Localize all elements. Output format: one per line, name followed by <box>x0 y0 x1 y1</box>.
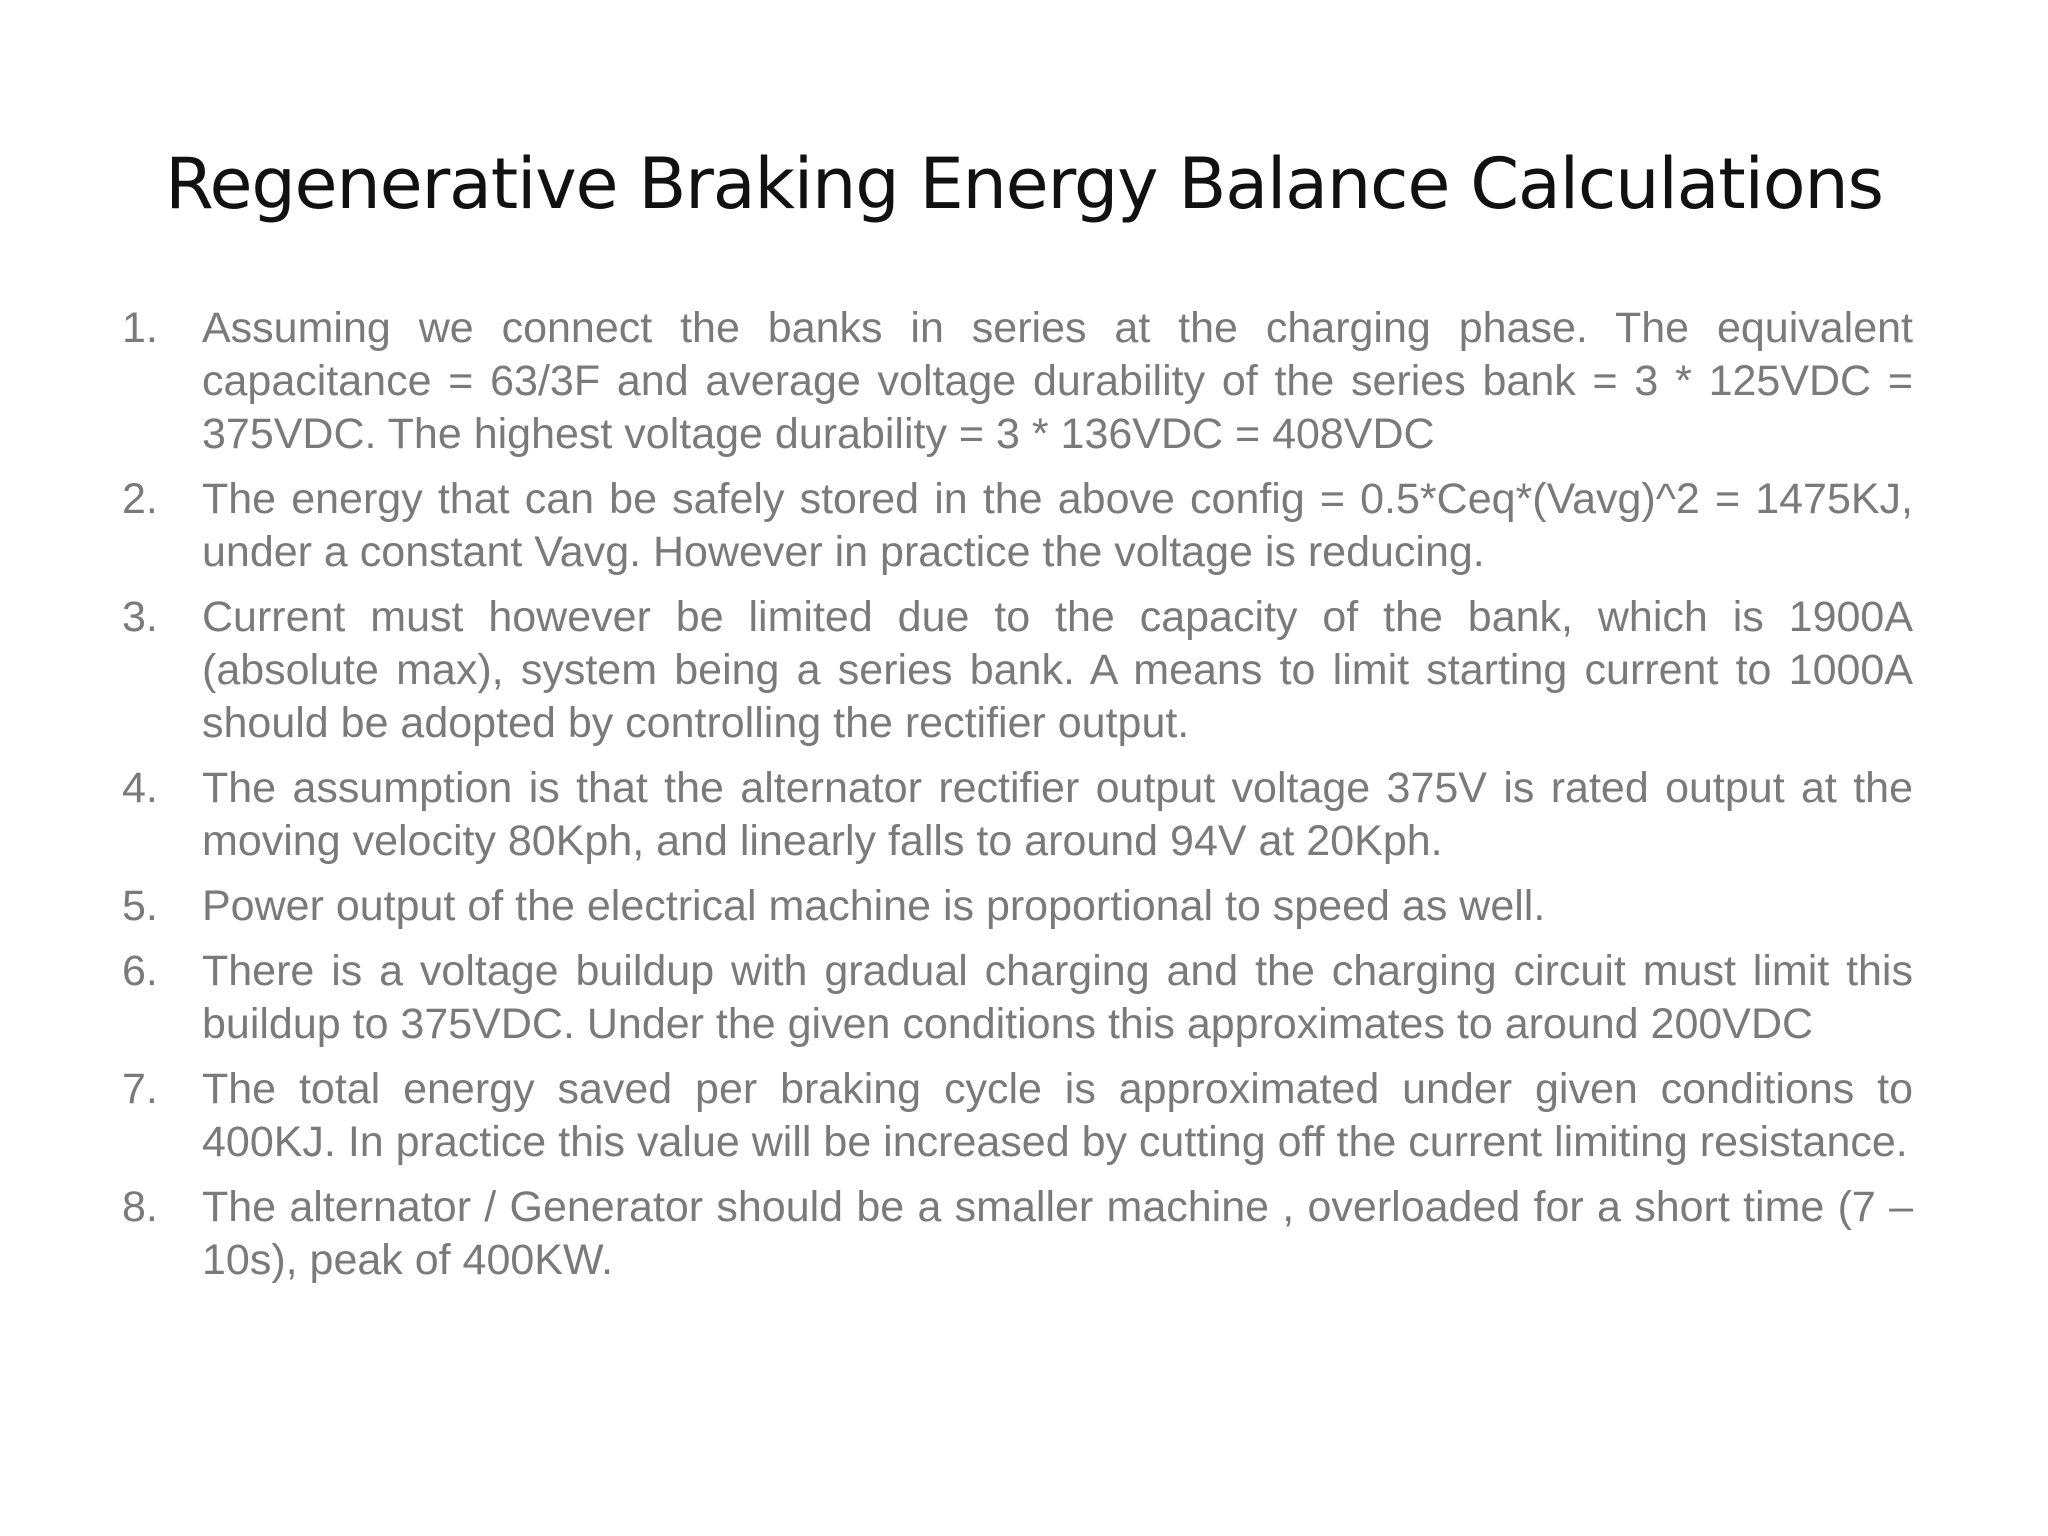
list-item <box>120 473 1913 579</box>
list-item <box>120 591 1913 750</box>
list-item <box>120 762 1913 868</box>
list-item-text: Assuming we connect the banks in series at the charging phase. The equivalent capacitance = 63/3F and average voltage durability of the series bank = 3 * 125VDC = 375VDC. The highest voltage durability = 3 * 136VDC = 408VDC <box>202 304 1913 458</box>
list-item-number: 1. <box>122 304 158 352</box>
list-item-text: The assumption is that the alternator rectifier output voltage 375V is rated output at the moving velocity 80Kph, and linearly falls to around 94V at 20Kph. <box>202 764 1913 865</box>
list-item-text: Power output of the electrical machine is proportional to speed as well. <box>202 882 1546 930</box>
list-item-number: 2. <box>122 475 158 523</box>
list-item-number: 7. <box>122 1065 158 1113</box>
list-item-number: 4. <box>122 764 158 812</box>
list-item <box>120 880 1913 933</box>
numbered-list <box>120 302 1913 1299</box>
list-item <box>120 302 1913 461</box>
list-item <box>120 1063 1913 1169</box>
list-item-number: 8. <box>122 1183 158 1231</box>
list-item-text: The total energy saved per braking cycle is approximated under given conditions to 400KJ. In practice this value will be increased by cutting off the current limiting resistance. <box>202 1065 1913 1166</box>
list-item-number: 6. <box>122 947 158 995</box>
list-item <box>120 945 1913 1051</box>
list-item-text: The alternator / Generator should be a smaller machine , overloaded for a short time (7 – 10s), peak of 400KW. <box>202 1183 1913 1284</box>
list-item-number: 3. <box>122 593 158 641</box>
slide-title: Regenerative Braking Energy Balance Calculations <box>165 143 1883 225</box>
list-item-text: There is a voltage buildup with gradual charging and the charging circuit must limit this buildup to 375VDC. Under the given conditions this approximates to around 200VDC <box>202 947 1913 1048</box>
list-item-text: Current must however be limited due to the capacity of the bank, which is 1900A (absolute max), system being a series bank. A means to limit starting current to 1000A should be adopted by controlling the rectifier output. <box>202 593 1913 747</box>
list-item <box>120 1181 1913 1287</box>
list-item-text: The energy that can be safely stored in the above config = 0.5*Ceq*(Vavg)^2 = 1475KJ, under a constant Vavg. However in practice the voltage is reducing. <box>202 475 1913 576</box>
list-item-number: 5. <box>122 882 158 930</box>
